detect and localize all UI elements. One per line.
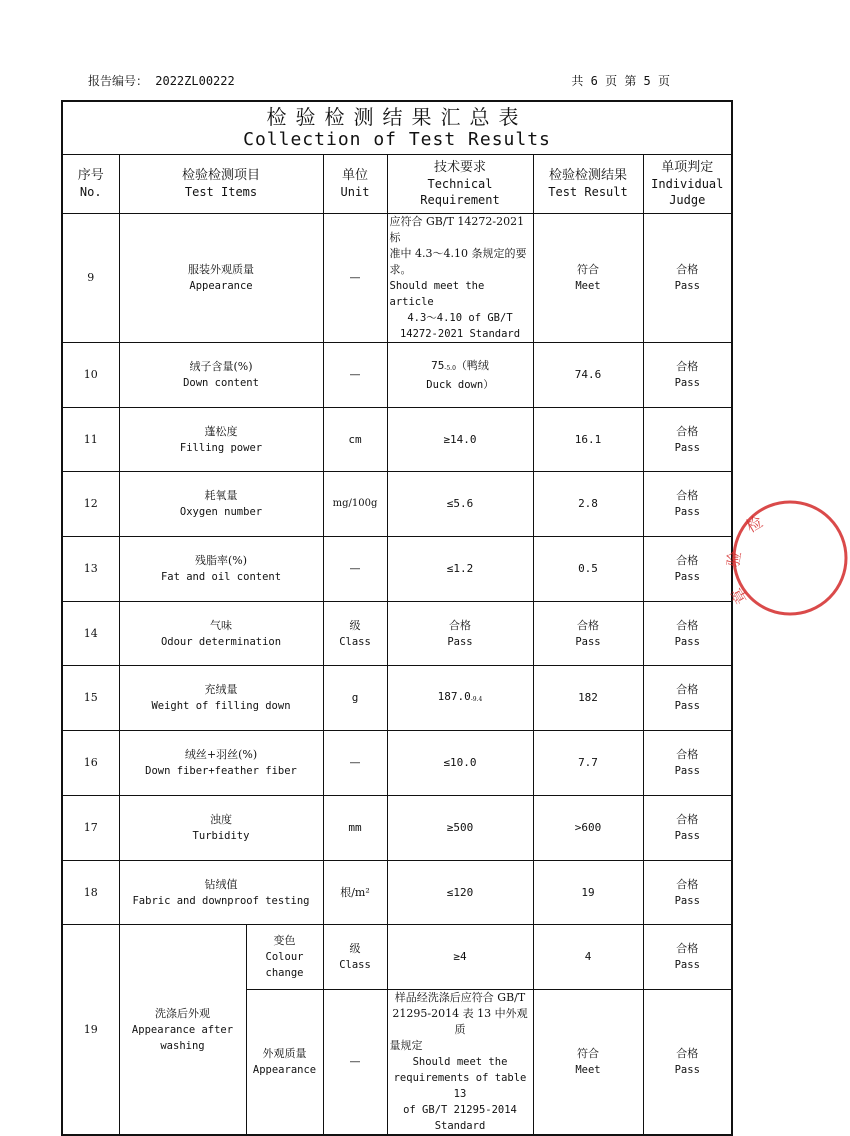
test-item: 蓬松度 Filling power [119,408,323,472]
judge: 合格 Pass [643,602,732,666]
unit: g [323,666,387,731]
test-item: 服装外观质量 Appearance [119,214,323,343]
row-number: 12 [62,472,119,537]
test-item: 残脂率(%) Fat and oil content [119,537,323,602]
unit: — [323,214,387,343]
requirement: ≥500 [387,796,533,861]
row-number: 13 [62,537,119,602]
judge: 合格 Pass [643,343,732,408]
report-number: 报告编号： 2022ZL00222 [88,74,235,88]
official-seal-stamp [723,488,850,628]
judge: 合格 Pass [643,537,732,602]
test-result: 19 [533,861,643,925]
col-test-items: 检验检测项目 Test Items [119,155,323,214]
requirement: ≤120 [387,861,533,925]
unit: — [323,537,387,602]
test-result: 182 [533,666,643,731]
test-result: 4 [533,925,643,990]
row-number: 10 [62,343,119,408]
row-number: 18 [62,861,119,925]
test-item: 耗氧量 Oxygen number [119,472,323,537]
test-result: >600 [533,796,643,861]
col-requirement: 技术要求 Technical Requirement [387,155,533,214]
row-number: 15 [62,666,119,731]
table-row [62,861,732,925]
requirement: 合格 Pass [387,602,533,666]
test-item: 洗涤后外观 Appearance after washing [119,925,246,1136]
table-row [62,408,732,472]
requirement: 应符合 GB/T 14272-2021 标 准中 4.3～4.10 条规定的要 求。 Should meet the article 4.3～4.10 of GB/T 14272-2021 Standard [387,214,533,343]
svg-text:检: 检 [742,512,766,537]
requirement: ≥14.0 [387,408,533,472]
unit: mm [323,796,387,861]
test-result: 16.1 [533,408,643,472]
sub-item: 变色 Colour change [246,925,323,990]
judge: 合格 Pass [643,990,732,1136]
requirement: ≤10.0 [387,731,533,796]
test-item: 绒子含量(%) Down content [119,343,323,408]
test-result: 2.8 [533,472,643,537]
unit: 根/m² [323,861,387,925]
requirement: ≥4 [387,925,533,990]
row-number: 19 [62,925,119,1136]
svg-text:验: 验 [723,549,745,569]
requirement: ≤1.2 [387,537,533,602]
column-headers [62,155,732,214]
table-row [62,925,732,990]
table-title: 检验检测结果汇总表 Collection of Test Results [62,101,732,155]
page-count: 共 6 页 第 5 页 [571,74,670,88]
test-result: 符合 Meet [533,990,643,1136]
row-number: 11 [62,408,119,472]
sub-item: 外观质量 Appearance [246,990,323,1136]
unit: — [323,731,387,796]
results-table [61,100,733,1136]
test-result: 0.5 [533,537,643,602]
test-item: 钻绒值 Fabric and downproof testing [119,861,323,925]
requirement: 75-5.0（鸭绒 Duck down） [387,343,533,408]
judge: 合格 Pass [643,666,732,731]
col-no: 序号 No. [62,155,119,214]
test-item: 浊度 Turbidity [119,796,323,861]
test-result: 合格 Pass [533,602,643,666]
col-judge: 单项判定 Individual Judge [643,155,732,214]
test-item: 绒丝+羽丝(%) Down fiber+feather fiber [119,731,323,796]
unit: — [323,343,387,408]
svg-text:章: 章 [727,584,752,608]
judge: 合格 Pass [643,408,732,472]
test-item: 充绒量 Weight of filling down [119,666,323,731]
requirement: ≤5.6 [387,472,533,537]
table-row [62,731,732,796]
judge: 合格 Pass [643,472,732,537]
unit: — [323,990,387,1136]
row-number: 17 [62,796,119,861]
judge: 合格 Pass [643,925,732,990]
judge: 合格 Pass [643,796,732,861]
row-number: 9 [62,214,119,343]
judge: 合格 Pass [643,214,732,343]
requirement: 样品经洗涤后应符合 GB/T 21295-2014 表 13 中外观质 量规定 Should meet the requirements of table 13 of GB/T 21295-2014 Standard [387,990,533,1136]
page-header [88,72,670,92]
test-result: 74.6 [533,343,643,408]
unit: 级 Class [323,925,387,990]
requirement: 187.0-9.4 [387,666,533,731]
unit: 级 Class [323,602,387,666]
col-test-result: 检验检测结果 Test Result [533,155,643,214]
col-unit: 单位 Unit [323,155,387,214]
unit: mg/100g [323,472,387,537]
unit: cm [323,408,387,472]
test-item: 气味 Odour determination [119,602,323,666]
table-row [62,472,732,537]
table-row [62,796,732,861]
table-row [62,343,732,408]
table-row [62,214,732,343]
judge: 合格 Pass [643,731,732,796]
row-number: 14 [62,602,119,666]
test-result: 符合 Meet [533,214,643,343]
table-row [62,666,732,731]
row-number: 16 [62,731,119,796]
table-row [62,602,732,666]
test-result: 7.7 [533,731,643,796]
table-row [62,537,732,602]
judge: 合格 Pass [643,861,732,925]
